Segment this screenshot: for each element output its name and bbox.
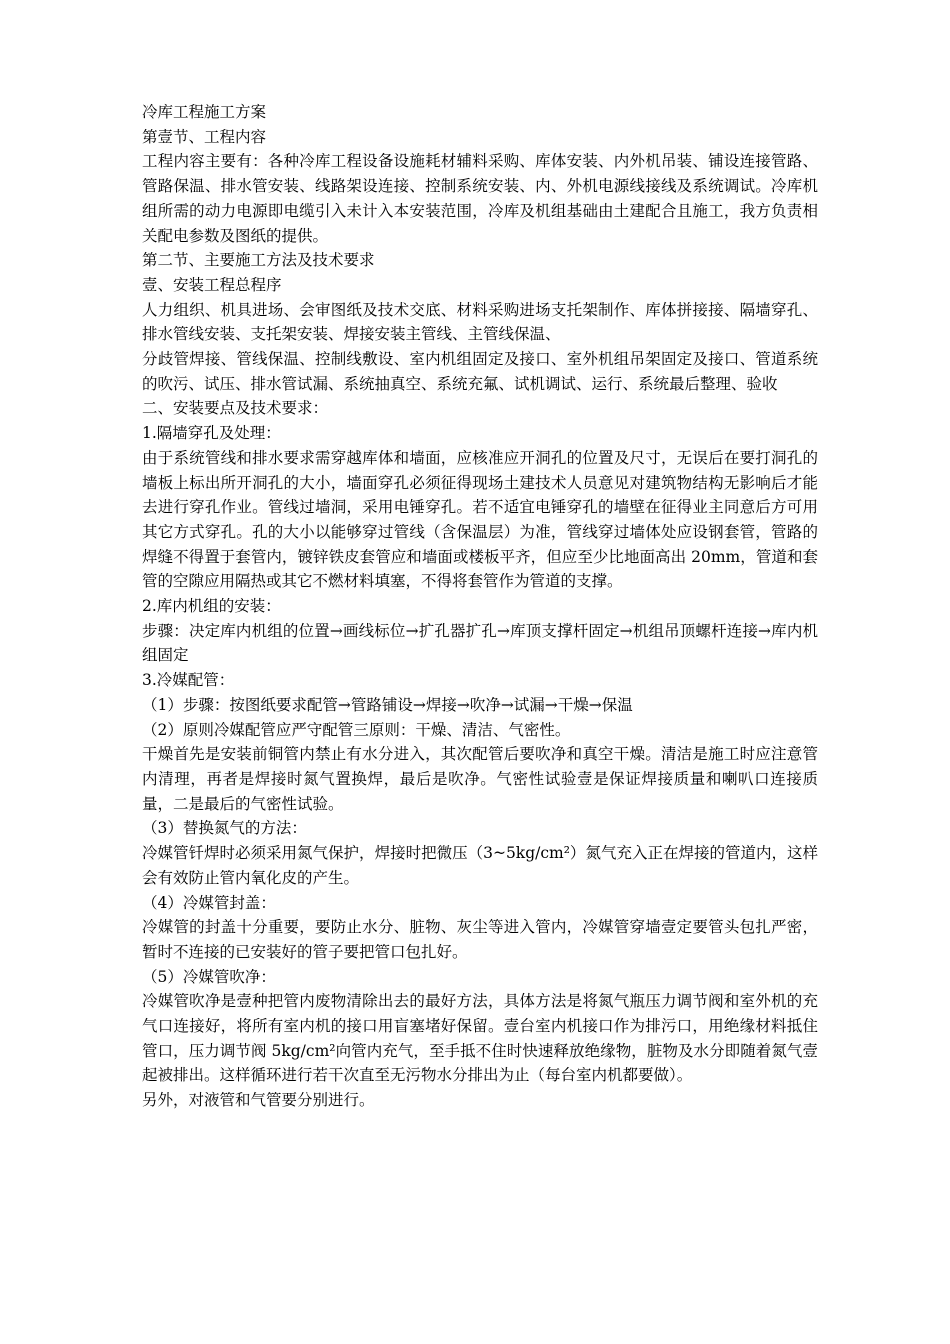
subheading-key-points: 二、安装要点及技术要求： (142, 399, 329, 418)
paragraph-indoor-unit-steps: 步骤：决定库内机组的位置→画线标位→扩孔器扩孔→库顶支撑杆固定→机组吊顶螺杆连接→库内机组固定 (142, 621, 818, 665)
paragraph-purging: 冷媒管吹净是壹种把管内废物清除出去的最好方法，具体方法是将氮气瓶压力调节阀和室外机的充气口连接好，将所有室内机的接口用盲塞堵好保留。壹台室内机接口作为排污口，用绝缘材料抵住管口，压力调节阀 5kg/cm²向管内充气，至手抵不住时快速释放绝缘物，脏物及水分即随着氮气壹起被排出。这样循环进行若干次直至无污物水分排出为止（每台室内机都要做）。 (142, 992, 818, 1085)
section-heading-1: 第壹节、工程内容 (142, 127, 267, 146)
item-heading-refrigerant-piping: 3.冷媒配管： (142, 671, 235, 690)
paragraph-dry-clean-tight: 干燥首先是安装前铜管内禁止有水分进入，其次配管后要吹净和真空干燥。清洁是施工时应注意管内清理，再者是焊接时氮气置换焊，最后是吹净。气密性试验壹是保证焊接质量和喇叭口连接质量，二是最后的气密性试验。 (142, 745, 818, 813)
paragraph-nitrogen: 冷媒管钎焊时必须采用氮气保护，焊接时把微压（3~5kg/cm²）氮气充入正在焊接的管道内，这样会有效防止管内氧化皮的产生。 (142, 844, 818, 887)
section-heading-2: 第二节、主要施工方法及技术要求 (142, 251, 375, 270)
item-heading-indoor-unit: 2.库内机组的安装： (142, 597, 281, 616)
subitem-heading-nitrogen: （3）替换氮气的方法： (142, 819, 307, 838)
document-title: 冷库工程施工方案 (142, 103, 267, 121)
subheading-procedure: 壹、安装工程总程序 (142, 275, 282, 294)
paragraph-scope: 工程内容主要有：各种冷库工程设备设施耗材辅料采购、库体安装、内外机吊装、铺设连接管路、管路保温、排水管安装、线路架设连接、控制系统安装、内、外机电源线接线及系统调试。冷库机组所需的动力电源即电缆引入未计入本安装范围，冷库及机组基础由土建配合且施工，我方负责相关配电参数及图纸的提供。 (142, 152, 818, 245)
paragraph-piping-principles: （2）原则冷媒配管应严守配管三原则：干燥、清洁、气密性。 (142, 720, 571, 739)
item-heading-wall-hole: 1.隔墙穿孔及处理： (142, 424, 281, 443)
subitem-heading-purging: （5）冷媒管吹净： (142, 967, 276, 986)
paragraph-piping-steps: （1）步骤：按图纸要求配管→管路铺设→焊接→吹净→试漏→干燥→保温 (142, 695, 633, 714)
document-body (142, 100, 818, 1113)
subitem-heading-capping: （4）冷媒管封盖： (142, 893, 276, 912)
paragraph-note: 另外，对液管和气管要分别进行。 (142, 1091, 375, 1110)
paragraph-capping: 冷媒管的封盖十分重要，要防止水分、脏物、灰尘等进入管内，冷媒管穿墙壹定要管头包扎严密，暂时不连接的已安装好的管子要把管口包扎好。 (142, 918, 818, 961)
paragraph-wall-hole: 由于系统管线和排水要求需穿越库体和墙面，应核准应开洞孔的位置及尺寸，无误后在要打洞孔的墙板上标出所开洞孔的大小，墙面穿孔必须征得现场土建技术人员意见对建筑物结构无影响后才能去进行穿孔作业。管线过墙洞，采用电锤穿孔。若不适宜电锤穿孔的墙壁在征得业主同意后方可用其它方式穿孔。孔的大小以能够穿过管线（含保温层）为准，管线穿过墙体处应设钢套管，管路的焊缝不得置于套管内，镀锌铁皮套管应和墙面或楼板平齐，但应至少比地面高出 20mm，管道和套管的空隙应用隔热或其它不燃材料填塞，不得将套管作为管道的支撑。 (142, 448, 818, 591)
paragraph-procedure-b: 分歧管焊接、管线保温、控制线敷设、室内机组固定及接口、室外机组吊架固定及接口、管道系统的吹污、试压、排水管试漏、系统抽真空、系统充氟、试机调试、运行、系统最后整理、验收 (142, 350, 818, 393)
paragraph-procedure-a: 人力组织、机具进场、会审图纸及技术交底、材料采购进场支托架制作、库体拼接接、隔墙穿孔、排水管线安装、支托架安装、焊接安装主管线、主管线保温、 (142, 300, 818, 344)
